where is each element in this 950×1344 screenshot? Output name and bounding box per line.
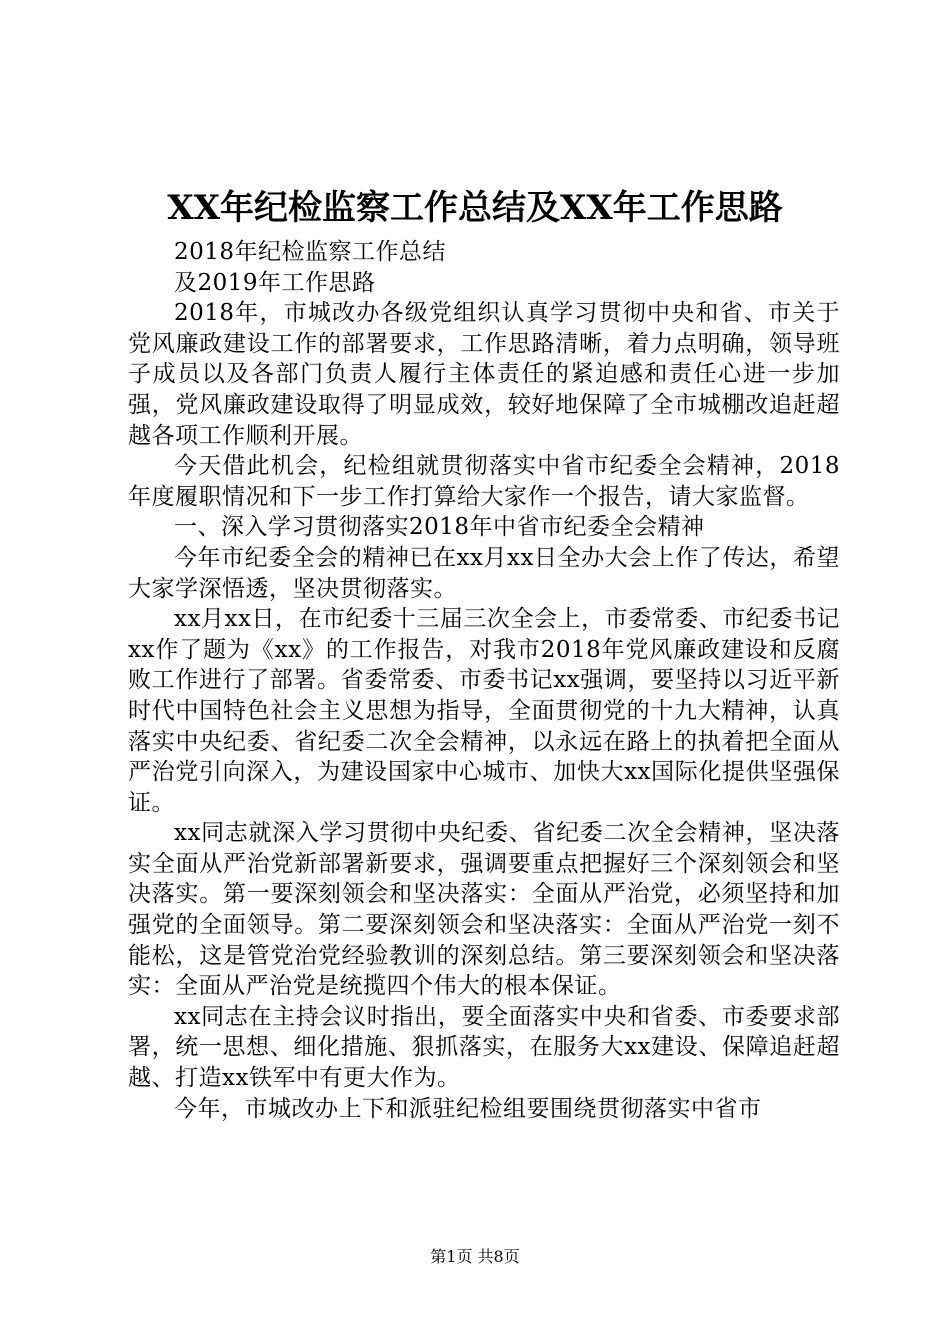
paragraph-spirit: 今年市纪委全会的精神已在xx月xx日全办大会上作了传达，希望大家学深悟透，坚决贯彻落实。 (128, 544, 840, 602)
page-footer: 第1页 共8页 (430, 1247, 520, 1266)
document-body (128, 237, 840, 1124)
section-heading-1: 一、深入学习贯彻落实2018年中省市纪委全会精神 (174, 514, 705, 541)
paragraph-three-points: xx同志就深入学习贯彻中央纪委、省纪委二次全会精神，坚决落实全面从严治党新部署新要求，强调要重点把握好三个深刻领会和坚决落实。第一要深刻领会和坚决落实：全面从严治党，必须坚持和加强党的全面领导。第二要深刻领会和坚决落实：全面从严治党一刻不能松，这是管党治党经验教训的深刻总结。第三要深刻领会和坚决落实：全面从严治党是统揽四个伟大的根本保证。 (128, 820, 840, 1000)
paragraph-intro: 2018年，市城改办各级党组织认真学习贯彻中央和省、市关于党风廉政建设工作的部署要求，工作思路清晰，着力点明确，领导班子成员以及各部门负责人履行主体责任的紧迫感和责任心进一步加强，党风廉政建设取得了明显成效，较好地保障了全市城棚改追赶超越各项工作顺利开展。 (128, 300, 840, 449)
subtitle-line-2: 及2019年工作思路 (174, 269, 376, 296)
paragraph-plenary: xx月xx日，在市纪委十三届三次全会上，市委常委、市纪委书记xx作了题为《xx》的工作报告，对我市2018年党风廉政建设和反腐败工作进行了部署。省委常委、市委书记xx强调，要坚持以习近平新时代中国特色社会主义思想为指导，全面贯彻党的十九大精神，认真落实中央纪委、省纪委二次全会精神，以永远在路上的执着把全面从严治党引向深入，为建设国家中心城市、加快大xx国际化提供坚强保证。 (128, 606, 840, 816)
paragraph-report: 今天借此机会，纪检组就贯彻落实中省市纪委全会精神，2018年度履职情况和下一步工作打算给大家作一个报告，请大家监督。 (128, 453, 840, 510)
subtitle-line-1: 2018年纪检监察工作总结 (174, 239, 447, 265)
document-title: XX年纪检监察工作总结及XX年工作思路 (167, 188, 783, 228)
paragraph-meeting: xx同志在主持会议时指出，要全面落实中央和省委、市委要求部署，统一思想、细化措施、狠抓落实，在服务大xx建设、保障追赶超越、打造xx铁军中有更大作为。 (128, 1003, 840, 1092)
paragraph-this-year: 今年，市城改办上下和派驻纪检组要围绕贯彻落实中省市 (174, 1095, 762, 1122)
